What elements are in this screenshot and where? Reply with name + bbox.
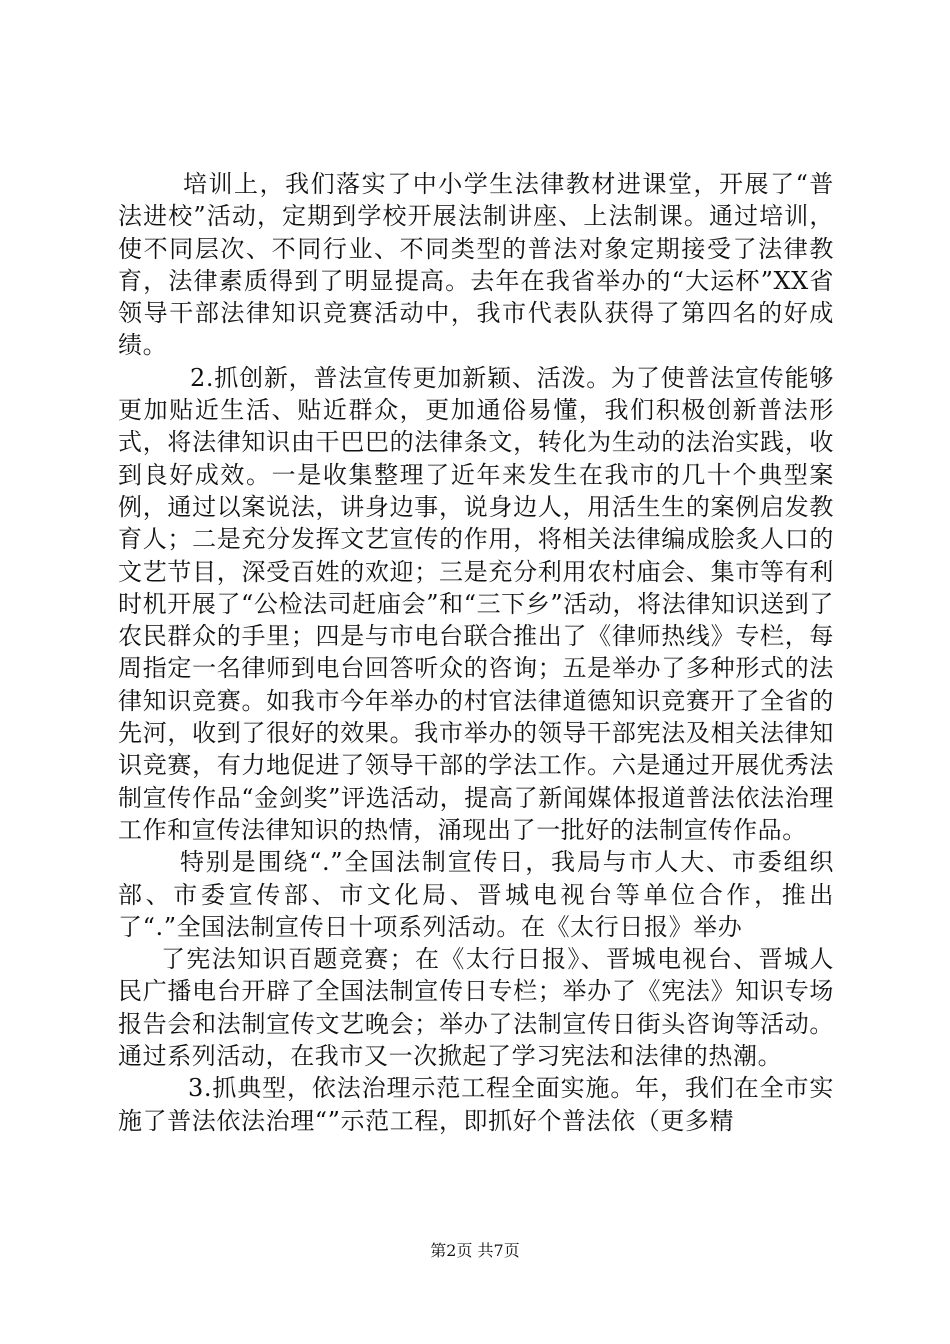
paragraph-demonstration: 3.抓典型，依法治理示范工程全面实施。年，我们在全市实施了普法依法治理“”示范工程，即抓好个普法依（更多精	[118, 1074, 834, 1135]
paragraph-training: 培训上，我们落实了中小学生法律教材进课堂，开展了“普法进校”活动，定期到学校开展法制讲座、上法制课。通过培训，使不同层次、不同行业、不同类型的普法对象定期接受了法律教育，法律素质得到了明显提高。去年在我省举办的“大运杯”XX省领导干部法律知识竞赛活动中，我市代表队获得了第四名的好成绩。	[118, 170, 834, 360]
document-body	[118, 168, 834, 1137]
paragraph-legal-day: 特别是围绕“.”全国法制宣传日，我局与市人大、市委组织部、市委宣传部、市文化局、晋城电视台等单位合作，推出了“.”全国法制宣传日十项系列活动。在《太行日报》举办	[118, 848, 834, 941]
paragraph-legal-day-continued: 了宪法知识百题竞赛；在《太行日报》、晋城电视台、晋城人民广播电台开辟了全国法制宣传日专栏；举办了《宪法》知识专场报告会和法制宣传文艺晚会；举办了法制宣传日街头咨询等活动。通过系列活动，在我市又一次掀起了学习宪法和法律的热潮。	[118, 945, 834, 1071]
page-number-footer: 第2页 共7页	[430, 1241, 520, 1260]
paragraph-innovation: 2.抓创新，普法宣传更加新颖、活泼。为了使普法宣传能够更加贴近生活、贴近群众，更加通俗易懂，我们积极创新普法形式，将法律知识由干巴巴的法律条文，转化为生动的法治实践，收到良好成效。一是收集整理了近年来发生在我市的几十个典型案例，通过以案说法，讲身边事，说身边人，用活生生的案例启发教育人；二是充分发挥文艺宣传的作用，将相关法律编成脍炙人口的文艺节目，深受百姓的欢迎；三是充分利用农村庙会、集市等有利时机开展了“公检法司赶庙会”和“三下乡”活动，将法律知识送到了农民群众的手里；四是与市电台联合推出了《律师热线》专栏，每周指定一名律师到电台回答听众的咨询；五是举办了多种形式的法律知识竞赛。如我市今年举办的村官法律道德知识竞赛开了全省的先河，收到了很好的效果。我市举办的领导干部宪法及相关法律知识竞赛，有力地促进了领导干部的学法工作。六是通过开展优秀法制宣传作品“金剑奖”评选活动，提高了新闻媒体报道普法依法治理工作和宣传法律知识的热情，涌现出了一批好的法制宣传作品。	[118, 363, 834, 844]
